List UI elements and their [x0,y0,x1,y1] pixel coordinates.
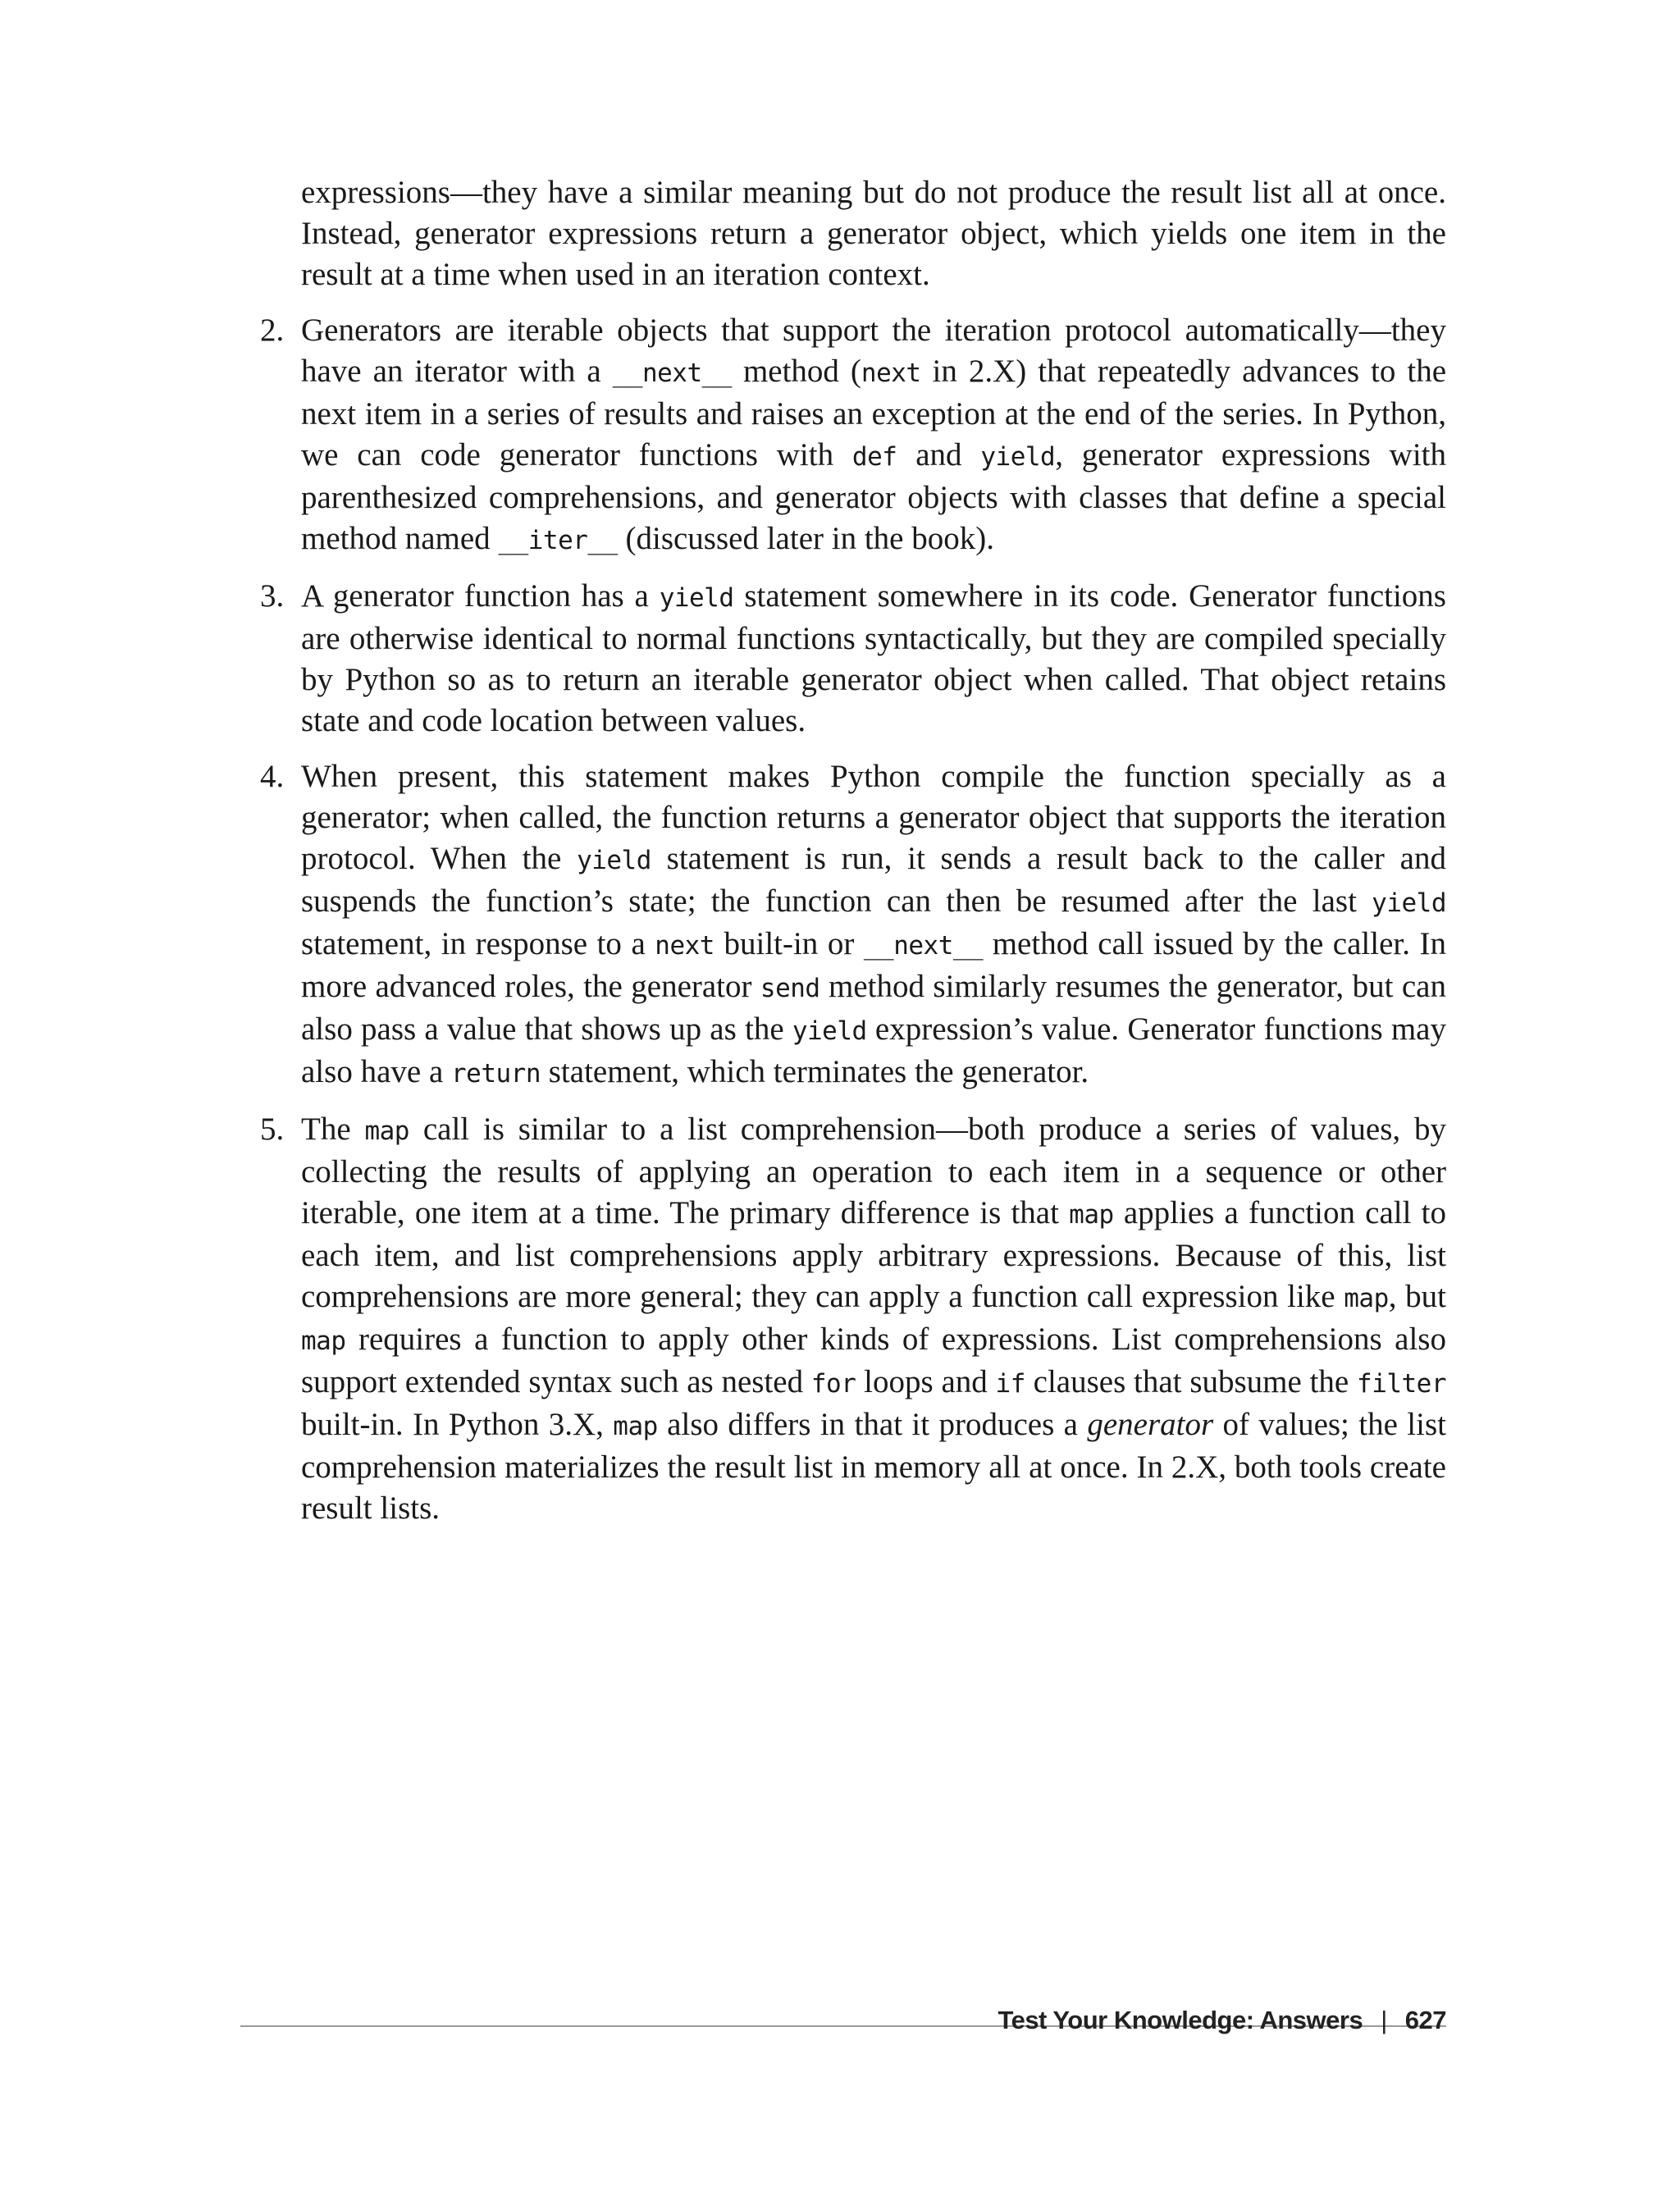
inline-code: map [364,1116,409,1146]
answer-item-5 [240,1109,1446,1529]
inline-code: yield [1372,888,1446,918]
inline-code: for [810,1369,856,1399]
inline-code: map [613,1412,658,1441]
running-footer-title: Test Your Knowledge: Answers [998,2006,1363,2034]
inline-code: __next__ [612,358,732,388]
inline-code: send [760,974,820,1003]
item-number: 2. [260,313,285,348]
inline-code: map [1069,1200,1114,1230]
answer-text: When present, this statement makes Python compile the function specially as a generator; when called, the function returns a generator object that supports the iteration protocol. When the yield statement is run, it sends a result back to the caller and suspends the function’s state; the function can then be resumed after the last yield statement, in response to a next built-in or __next__ method call issued by the caller. In more advanced roles, the generator send method similarly resumes the generator, but can also pass a value that shows up as the yield expression’s value. Generator functions may also have a return statement, which terminates the generator. [301,759,1446,1089]
footer-separator: | [1381,2006,1387,2034]
answer-text: The map call is similar to a list comprehension—both produce a series of values, by collecting the results of applying an operation to each item in a sequence or other iterable, one item at a time. The primary difference is that map applies a function call to each item, and list comprehensions apply arbitrary expressions. Because of this, list comprehensions are more general; they can apply a function call expression like map, but map requires a function to apply other kinds of expressions. List comprehensions also support extended syntax such as nested for loops and if clauses that subsume the filter built-in. In Python 3.X, map also differs in that it produces a generator of values; the list comprehension materializes the result list in memory all at once. In 2.X, both tools create result lists. [301,1112,1447,1526]
answer-text: Generators are iterable objects that support the iteration protocol automatically—they have an iterator with a __next__ method (next in 2.X) that repeatedly advances to the next item in a series of results and raises an exception at the end of the series. In Python, we can code generator functions with def and yield, generator expressions with parenthesized comprehensions, and generator objects with classes that define a special method named __iter__ (discussed later in the book). [301,313,1447,556]
inline-code: yield [659,583,734,613]
inline-code: yield [577,846,651,875]
inline-code: return [451,1059,541,1089]
inline-code: yield [980,442,1056,472]
item-number: 3. [260,578,285,614]
inline-code: map [301,1326,346,1356]
inline-code: map [1344,1284,1389,1313]
answer-item-3 [240,576,1446,742]
inline-code: def [851,442,897,472]
inline-code: yield [792,1016,867,1046]
item-number: 4. [260,759,285,794]
inline-code: next [655,931,714,961]
page-number: 627 [1404,2006,1446,2034]
item-number: 5. [260,1112,285,1147]
inline-code: __iter__ [498,526,618,555]
emphasis-text: generator [1087,1407,1214,1442]
answer-text: A generator function has a yield statement somewhere in its code. Generator functions are otherwise identical to normal functions syntactically, but they are compiled specially by Python so as to return an iterable generator object when called. That object retains state and code location between values. [301,578,1446,738]
continuation-paragraph: expressions—they have a similar meaning but do not produce the result list all at once. Instead, generator expressions return a generator object, which yields one item in the result at a time when used in an iteration context. [301,175,1446,292]
inline-code: filter [1357,1369,1447,1399]
answer-item-2 [240,310,1446,561]
answer-item-4 [240,756,1446,1094]
inline-code: next [861,358,921,388]
inline-code: if [995,1369,1025,1399]
page-body [240,172,1446,1544]
inline-code: __next__ [863,931,984,961]
page-footer [998,1996,1446,2045]
